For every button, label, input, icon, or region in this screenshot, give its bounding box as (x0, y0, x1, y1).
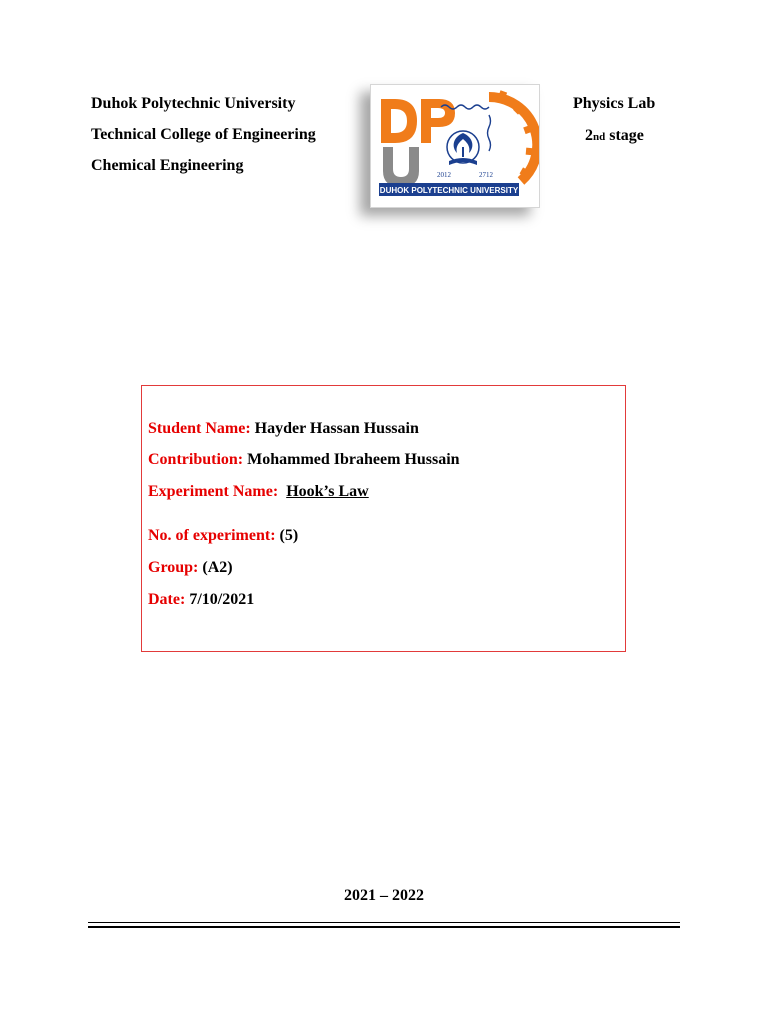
stage-suffix: nd (593, 131, 606, 143)
student-name-label: Student Name: (148, 420, 251, 437)
logo-frame (370, 84, 540, 208)
course-name: Physics Lab (573, 95, 656, 112)
contribution-label: Contribution: (148, 451, 244, 468)
group-row (148, 558, 233, 578)
university-name: Duhok Polytechnic University (91, 95, 296, 112)
stage-number: 2 (585, 127, 593, 144)
college-name: Technical College of Engineering (91, 126, 316, 143)
logo-graphic (371, 85, 539, 207)
date-row (148, 590, 254, 610)
logo-year-right: 2712 (479, 171, 493, 179)
footer-rule-top (88, 922, 680, 923)
student-name-value: Hayder Hassan Hussain (254, 420, 419, 437)
student-name-row (148, 419, 419, 439)
logo-letter-u (383, 147, 419, 187)
experiment-number-value: (5) (279, 527, 299, 544)
experiment-number-label: No. of experiment: (148, 527, 276, 544)
date-value: 7/10/2021 (189, 591, 255, 608)
experiment-name-row (148, 482, 369, 502)
logo-letter-p (421, 99, 455, 143)
group-value: (A2) (202, 559, 233, 576)
experiment-name-label: Experiment Name: (148, 483, 279, 500)
contribution-value: Mohammed Ibraheem Hussain (247, 451, 460, 468)
experiment-name-value: Hook’s Law (286, 483, 369, 500)
stage-word: stage (605, 127, 644, 144)
university-logo (336, 76, 548, 210)
logo-emblem (447, 131, 479, 165)
stage-label (585, 126, 644, 147)
footer-rule-bottom (88, 926, 680, 928)
logo-letter-d (381, 99, 417, 143)
experiment-number-row (148, 526, 298, 546)
department-name: Chemical Engineering (91, 157, 244, 174)
academic-year: 2021 – 2022 (344, 887, 424, 904)
logo-banner-text: DUHOK POLYTECHNIC UNIVERSITY (379, 186, 519, 195)
logo-year-left: 2012 (437, 171, 451, 179)
contribution-row (148, 450, 460, 470)
group-label: Group: (148, 559, 199, 576)
logo-gear-arc (489, 97, 537, 181)
date-label: Date: (148, 591, 186, 608)
